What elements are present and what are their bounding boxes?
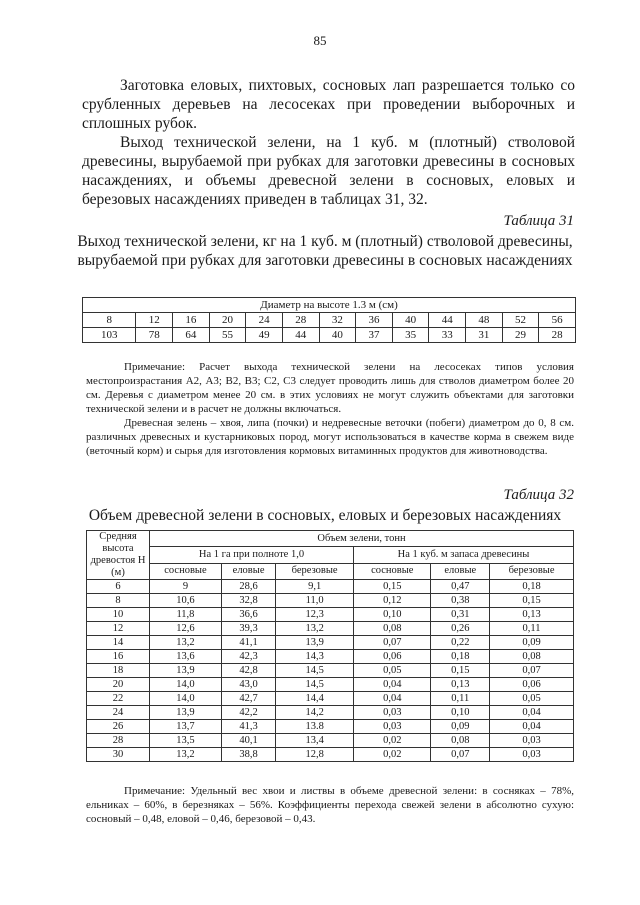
table-32-height-cell: 24 — [87, 706, 150, 720]
table-31-value-cell: 78 — [136, 328, 173, 343]
table-31-value-cell: 103 — [83, 328, 136, 343]
table-31-diameter-cell: 28 — [282, 313, 319, 328]
table-32-group-per-hectare: На 1 га при полноте 1,0 — [150, 547, 354, 563]
table-31-header-row — [83, 298, 576, 313]
table-32-value-cell: 0,04 — [490, 706, 574, 720]
paragraph-1: Заготовка еловых, пихтовых, сосновых лап разрешается только со срубленных деревьев на лесосеках при проведении выборочных и сплошных рубок. — [82, 77, 575, 132]
table-31-value-cell: 64 — [173, 328, 210, 343]
table-32-value-cell: 0,08 — [490, 650, 574, 664]
table-32-value-cell: 13,6 — [150, 650, 222, 664]
table-32-value-cell: 14,4 — [276, 692, 354, 706]
table-31-header: Диаметр на высоте 1.3 м (см) — [83, 298, 576, 313]
table-32-value-cell: 42,3 — [221, 650, 275, 664]
table-32-value-cell: 0,26 — [431, 622, 490, 636]
table-32-value-cell: 39,3 — [221, 622, 275, 636]
table-32-value-cell: 32,8 — [221, 594, 275, 608]
table-32-value-cell: 14,5 — [276, 664, 354, 678]
table-row — [87, 678, 574, 692]
table-32-value-cell: 0,04 — [354, 678, 431, 692]
table-32-value-cell: 36,6 — [221, 608, 275, 622]
table-32-height-cell: 6 — [87, 580, 150, 594]
table-31-value-row — [83, 328, 576, 343]
table-31-diameter-cell: 40 — [392, 313, 429, 328]
table-31-diameter-cell: 8 — [83, 313, 136, 328]
table-32-species-row — [87, 563, 574, 579]
table-32-value-cell: 11,8 — [150, 608, 222, 622]
table-32-value-cell: 14,0 — [150, 692, 222, 706]
table-32-height-cell: 28 — [87, 734, 150, 748]
table-31-value-cell: 35 — [392, 328, 429, 343]
table-32-value-cell: 13,5 — [150, 734, 222, 748]
table-31-caption: Выход технической зелени, кг на 1 куб. м (плотный) стволовой древесины, вырубаемой при рубках для заготовки древесины в сосновых насаждениях — [77, 233, 573, 269]
table-row — [87, 720, 574, 734]
table-32-value-cell: 0,47 — [431, 580, 490, 594]
table-32-value-cell: 0,05 — [354, 664, 431, 678]
table-31-diameter-cell: 20 — [209, 313, 246, 328]
table-32-value-cell: 0,02 — [354, 734, 431, 748]
table-31-note-1: Примечание: Расчет выхода технической зелени на лесосеках типов условия местопроизрастания А2, А3; В2, В3; С2, С3 следует проводить лишь для стволов диаметром более 20 см. Деревья с диаметром менее 20 см. в этих условиях не могут служить объектами для заготовки технической зелени и в расчет не должны включаться. — [86, 361, 574, 415]
table-32-value-cell: 43,0 — [221, 678, 275, 692]
table-32-species-header: еловые — [221, 563, 275, 579]
table-31-diameter-cell: 52 — [502, 313, 539, 328]
table-32-value-cell: 0,13 — [431, 678, 490, 692]
table-32-volume-header: Объем зелени, тонн — [150, 531, 574, 547]
table-32-value-cell: 40,1 — [221, 734, 275, 748]
table-32-value-cell: 0,11 — [490, 622, 574, 636]
table-32-species-header: березовые — [276, 563, 354, 579]
table-32-value-cell: 0,07 — [490, 664, 574, 678]
table-32-value-cell: 0,04 — [354, 692, 431, 706]
table-32-height-cell: 8 — [87, 594, 150, 608]
table-32-height-cell: 26 — [87, 720, 150, 734]
table-32-value-cell: 11,0 — [276, 594, 354, 608]
table-32-height-cell: 12 — [87, 622, 150, 636]
table-32-value-cell: 14,2 — [276, 706, 354, 720]
table-32-value-cell: 0,03 — [354, 706, 431, 720]
table-31-value-cell: 28 — [539, 328, 576, 343]
table-32-value-cell: 10,6 — [150, 594, 222, 608]
table-32-value-cell: 0,15 — [490, 594, 574, 608]
table-32-value-cell: 0,09 — [431, 720, 490, 734]
table-row — [87, 706, 574, 720]
table-31-value-cell: 55 — [209, 328, 246, 343]
table-32-value-cell: 0,03 — [490, 748, 574, 762]
table-row — [87, 664, 574, 678]
table-32-value-cell: 0,13 — [490, 608, 574, 622]
table-31-diameter-cell: 32 — [319, 313, 356, 328]
table-31-diameter-cell: 44 — [429, 313, 466, 328]
table-32-value-cell: 0,04 — [490, 720, 574, 734]
table-row — [87, 580, 574, 594]
table-31-value-cell: 29 — [502, 328, 539, 343]
table-32-value-cell: 13.8 — [276, 720, 354, 734]
table-31-diameter-cell: 12 — [136, 313, 173, 328]
table-32-group-per-cubic-meter: На 1 куб. м запаса древесины — [354, 547, 574, 563]
table-32-value-cell: 13,2 — [150, 748, 222, 762]
table-row — [87, 622, 574, 636]
table-32-value-cell: 13,4 — [276, 734, 354, 748]
table-32-value-cell: 41,1 — [221, 636, 275, 650]
table-32-value-cell: 0,08 — [431, 734, 490, 748]
table-32-value-cell: 0,03 — [354, 720, 431, 734]
table-32-value-cell: 0,15 — [354, 580, 431, 594]
table-32-height-cell: 10 — [87, 608, 150, 622]
table-32-value-cell: 14,0 — [150, 678, 222, 692]
table-31-value-cell: 44 — [282, 328, 319, 343]
table-32-value-cell: 0,02 — [354, 748, 431, 762]
table-32-value-cell: 0,10 — [431, 706, 490, 720]
table-32-value-cell: 0,03 — [490, 734, 574, 748]
table-32-species-header: сосновые — [354, 563, 431, 579]
table-32-caption: Объем древесной зелени в сосновых, еловых и березовых насаждениях — [88, 507, 562, 524]
table-32-value-cell: 13,2 — [150, 636, 222, 650]
table-32-note: Примечание: Удельный вес хвои и листвы в объеме древесной зелени: в сосняках – 78%, ельниках – 60%, в березняках – 56%. Коэффициенты перехода свежей зелени в абсолютно сухую: сосновый – 0,48, еловой – 0,46, березовой – 0,43. — [86, 785, 574, 825]
table-32-value-cell: 0,38 — [431, 594, 490, 608]
table-32-value-cell: 12,8 — [276, 748, 354, 762]
table-32-value-cell: 9,1 — [276, 580, 354, 594]
table-31-value-cell: 33 — [429, 328, 466, 343]
table-31-value-cell: 49 — [246, 328, 283, 343]
table-32-value-cell: 0,18 — [431, 650, 490, 664]
table-32-value-cell: 12,3 — [276, 608, 354, 622]
table-32-value-cell: 0,06 — [354, 650, 431, 664]
table-31-diameter-cell: 36 — [356, 313, 393, 328]
table-31-diameter-cell: 16 — [173, 313, 210, 328]
table-32-value-cell: 13,2 — [276, 622, 354, 636]
table-row — [87, 608, 574, 622]
table-32-height-header: Средняя высота древостоя Н (м) — [87, 531, 150, 580]
table-31-diameter-row — [83, 313, 576, 328]
page-number: 85 — [313, 33, 327, 48]
table-31-diameter-cell: 48 — [466, 313, 503, 328]
table-32-label: Таблица 32 — [503, 487, 574, 503]
table-32-height-cell: 30 — [87, 748, 150, 762]
table-row — [87, 748, 574, 762]
paragraph-2: Выход технической зелени, на 1 куб. м (плотный) стволовой древесины, вырубаемой при рубках для заготовки древесины в сосновых насаждениях, и объемы древесной зелени в сосновых, еловых и березовых насаждениях приведен в таблицах 31, 32. — [82, 134, 575, 208]
table-32-value-cell: 0,15 — [431, 664, 490, 678]
table-31-diameter-cell: 56 — [539, 313, 576, 328]
table-32-value-cell: 0,22 — [431, 636, 490, 650]
table-row — [87, 636, 574, 650]
table-32-value-cell: 28,6 — [221, 580, 275, 594]
table-32-value-cell: 13,9 — [150, 706, 222, 720]
table-31-diameter-cell: 24 — [246, 313, 283, 328]
table-row — [87, 692, 574, 706]
table-32-value-cell: 13,7 — [150, 720, 222, 734]
table-32-header-row-2 — [87, 547, 574, 563]
table-32-value-cell: 41,3 — [221, 720, 275, 734]
table-32-value-cell: 0,12 — [354, 594, 431, 608]
table-32-value-cell: 38,8 — [221, 748, 275, 762]
table-32-height-cell: 18 — [87, 664, 150, 678]
table-32-height-cell: 14 — [87, 636, 150, 650]
table-32-value-cell: 0,11 — [431, 692, 490, 706]
table-32-height-cell: 16 — [87, 650, 150, 664]
table-32-value-cell: 42,2 — [221, 706, 275, 720]
table-31-value-cell: 40 — [319, 328, 356, 343]
table-32-value-cell: 0,10 — [354, 608, 431, 622]
table-32-species-header: березовые — [490, 563, 574, 579]
table-31-value-cell: 37 — [356, 328, 393, 343]
table-32 — [86, 530, 574, 762]
table-row — [87, 594, 574, 608]
table-31-note-2: Древесная зелень – хвоя, липа (почки) и недревесные веточки (побеги) диаметром до 0, 8 см. различных древесных и кустарниковых пород, могут использоваться в качестве корма в свежем виде (веточный корм) и сырья для изготовления кормовых витаминных продуктов для животноводства. — [86, 417, 574, 457]
table-32-value-cell: 42,7 — [221, 692, 275, 706]
table-32-value-cell: 14,5 — [276, 678, 354, 692]
table-32-value-cell: 13,9 — [276, 636, 354, 650]
table-32-height-cell: 20 — [87, 678, 150, 692]
table-32-header-row-1 — [87, 531, 574, 547]
table-32-value-cell: 42,8 — [221, 664, 275, 678]
table-32-value-cell: 0,05 — [490, 692, 574, 706]
table-32-value-cell: 0,09 — [490, 636, 574, 650]
table-32-value-cell: 0,18 — [490, 580, 574, 594]
table-32-value-cell: 12,6 — [150, 622, 222, 636]
table-32-species-header: еловые — [431, 563, 490, 579]
table-32-value-cell: 0,08 — [354, 622, 431, 636]
table-32-value-cell: 9 — [150, 580, 222, 594]
table-row — [87, 734, 574, 748]
table-32-species-header: сосновые — [150, 563, 222, 579]
table-row — [87, 650, 574, 664]
table-31-label: Таблица 31 — [503, 213, 574, 229]
table-32-value-cell: 14,3 — [276, 650, 354, 664]
table-32-value-cell: 0,07 — [354, 636, 431, 650]
table-32-height-cell: 22 — [87, 692, 150, 706]
table-31 — [82, 297, 576, 343]
table-32-value-cell: 0,31 — [431, 608, 490, 622]
table-31-value-cell: 31 — [466, 328, 503, 343]
table-32-value-cell: 0,07 — [431, 748, 490, 762]
table-32-value-cell: 0,06 — [490, 678, 574, 692]
table-32-value-cell: 13,9 — [150, 664, 222, 678]
